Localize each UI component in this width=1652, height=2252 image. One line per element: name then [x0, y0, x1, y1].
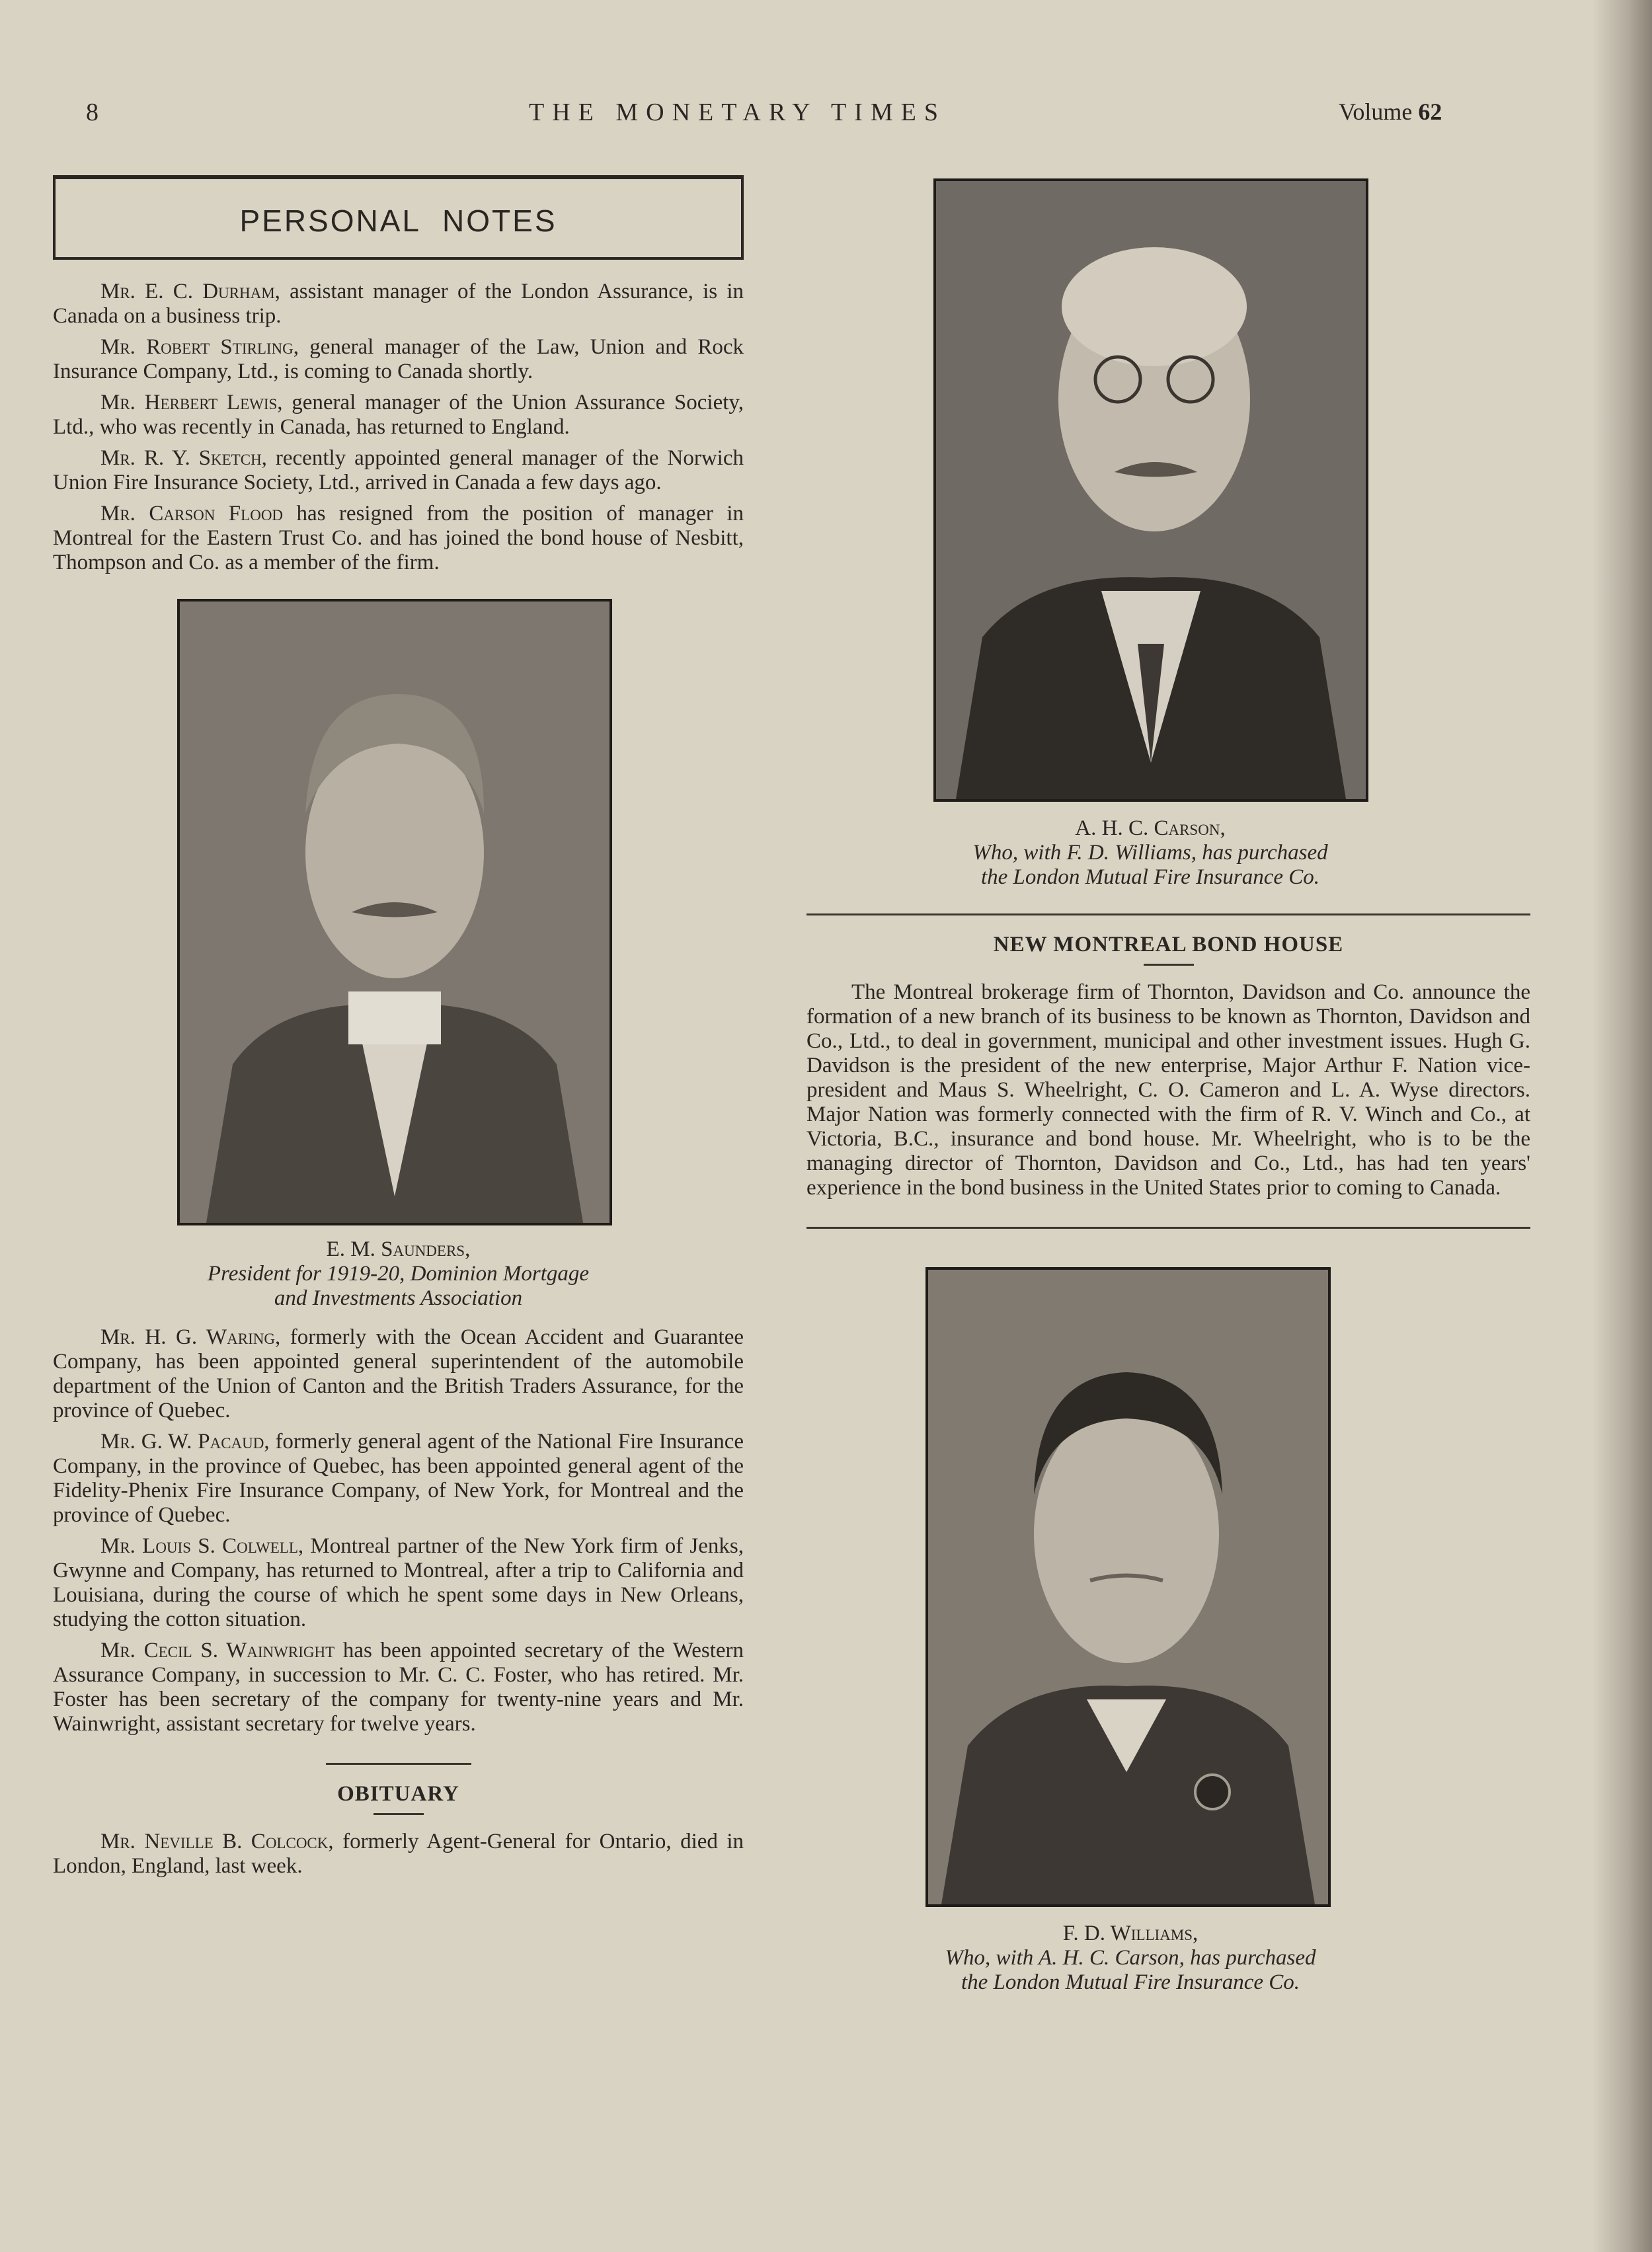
bond-house-title: NEW MONTREAL BOND HOUSE	[993, 933, 1344, 956]
obituary-entry	[53, 1830, 744, 1879]
note-text: recently appointed general manager of the Norwich Union Fire Insurance Society, Ltd., arrived in Canada a few days ago.	[53, 446, 744, 494]
note-text: general manager of the Union Assurance Society, Ltd., who was recently in Canada, has returned to England.	[53, 391, 744, 439]
caption-desc-line: the London Mutual Fire Insurance Co.	[980, 865, 1320, 889]
page-number: 8	[86, 98, 98, 126]
caption-williams	[886, 1922, 1375, 1995]
note-name: Mr. Louis S. Colwell,	[100, 1534, 304, 1558]
section-divider	[806, 1227, 1530, 1229]
note-entry	[53, 391, 744, 440]
note-text: formerly Agent-General for Ontario, died in London, England, last week.	[53, 1830, 744, 1878]
volume-word: Volume	[1339, 98, 1413, 125]
note-name: Mr. Neville B. Colcock,	[100, 1830, 334, 1853]
personal-notes-list-continued	[53, 1325, 744, 1736]
personal-notes-title: PERSONAL NOTES	[239, 204, 557, 238]
caption-saunders	[53, 1237, 744, 1311]
section-divider	[806, 913, 1530, 915]
note-name: Mr. Robert Stirling,	[100, 335, 299, 359]
personal-notes-list	[53, 280, 744, 575]
caption-name: F. D. Williams,	[1062, 1922, 1199, 1945]
volume-label	[1339, 98, 1442, 126]
caption-desc-line: the London Mutual Fire Insurance Co.	[961, 1970, 1300, 1994]
portrait-williams	[925, 1267, 1331, 1907]
note-text: general manager of the Law, Union and Rock Insurance Company, Ltd., is coming to Canada shortly.	[53, 335, 744, 383]
note-text: formerly with the Ocean Accident and Guarantee Company, has been appointed general superintendent of the automobile department of the Union of Canton and the British Traders Assurance, for the province of Quebec.	[53, 1325, 744, 1422]
volume-number: 62	[1418, 98, 1442, 125]
note-text: assistant manager of the London Assurance, is in Canada on a business trip.	[53, 280, 744, 328]
note-text: Montreal partner of the New York firm of Jenks, Gwynne and Company, has returned to Montreal, after a trip to California and Louisiana, during the course of which he spent some days in New Orleans, studying the cotton situation.	[53, 1534, 744, 1631]
publication-title: THE MONETARY TIMES	[529, 98, 946, 126]
obituary-title: OBITUARY	[337, 1782, 459, 1806]
note-name: Mr. R. Y. Sketch,	[100, 446, 267, 470]
note-entry	[53, 1325, 744, 1423]
obituary-rule	[326, 1763, 471, 1765]
caption-carson	[906, 816, 1395, 890]
personal-notes-heading-box	[53, 175, 744, 260]
note-entry	[53, 446, 744, 495]
page-header	[0, 98, 1652, 137]
note-entry	[53, 335, 744, 384]
caption-desc-line: Who, with A. H. C. Carson, has purchased	[945, 1946, 1316, 1970]
note-name: Mr. Carson Flood	[100, 502, 284, 525]
portrait-saunders	[177, 599, 612, 1225]
caption-desc-line: Who, with F. D. Williams, has purchased	[972, 841, 1328, 865]
note-name: Mr. Herbert Lewis,	[100, 391, 283, 414]
caption-desc-line: President for 1919-20, Dominion Mortgage	[207, 1262, 590, 1286]
caption-name: A. H. C. Carson,	[1075, 816, 1226, 840]
caption-name: E. M. Saunders,	[326, 1237, 471, 1261]
note-text: has been appointed secretary of the Western Assurance Company, in succession to Mr. C. C. Foster, who has retired. Mr. Foster has been secretary of the company for twenty-nine years and Mr. Wainwright, assistant secretary for twelve years.	[53, 1639, 744, 1736]
note-name: Mr. Cecil S. Wainwright	[100, 1639, 335, 1662]
note-name: Mr. G. W. Pacaud,	[100, 1430, 270, 1454]
right-column	[806, 178, 1530, 1995]
note-entry	[53, 280, 744, 329]
note-text: formerly general agent of the National Fire Insurance Company, in the province of Quebec, has been appointed general agent of the Fidelity-Phenix Fire Insurance Company, of New York, for Montreal and the province of Quebec.	[53, 1430, 744, 1527]
note-entry	[53, 1639, 744, 1736]
portrait-carson	[933, 178, 1368, 802]
note-text: has resigned from the position of manager in Montreal for the Eastern Trust Co. and has joined the bond house of Nesbitt, Thompson and Co. as a member of the firm.	[53, 502, 744, 574]
note-name: Mr. H. G. Waring,	[100, 1325, 281, 1349]
page-edge-shadow	[1593, 0, 1652, 2252]
note-entry	[53, 502, 744, 575]
bond-house-article: The Montreal brokerage firm of Thornton, Davidson and Co. announce the formation of a new branch of its business to be known as Thornton, Davidson and Co., Ltd., to deal in government, municipal and other investment issues. Hugh G. Davidson is the president of the new enterprise, Major Arthur F. Nation vice-president and Maus S. Wheelright, C. O. Cameron and L. A. Wyse directors. Major Nation was formerly connected with the firm of R. V. Winch and Co., at Victoria, B.C., insurance and bond house. Mr. Wheelright, who is to be the managing director of Thornton, Davidson and Co., Ltd., has had ten years' experience in the bond business in the United States prior to coming to Canada.	[806, 980, 1530, 1200]
obituary-title-underline	[374, 1813, 424, 1815]
note-entry	[53, 1534, 744, 1632]
left-column	[53, 175, 744, 1885]
caption-desc-line: and Investments Association	[274, 1286, 523, 1310]
note-name: Mr. E. C. Durham,	[100, 280, 280, 303]
note-entry	[53, 1430, 744, 1528]
bond-house-title-underline	[1144, 964, 1194, 966]
